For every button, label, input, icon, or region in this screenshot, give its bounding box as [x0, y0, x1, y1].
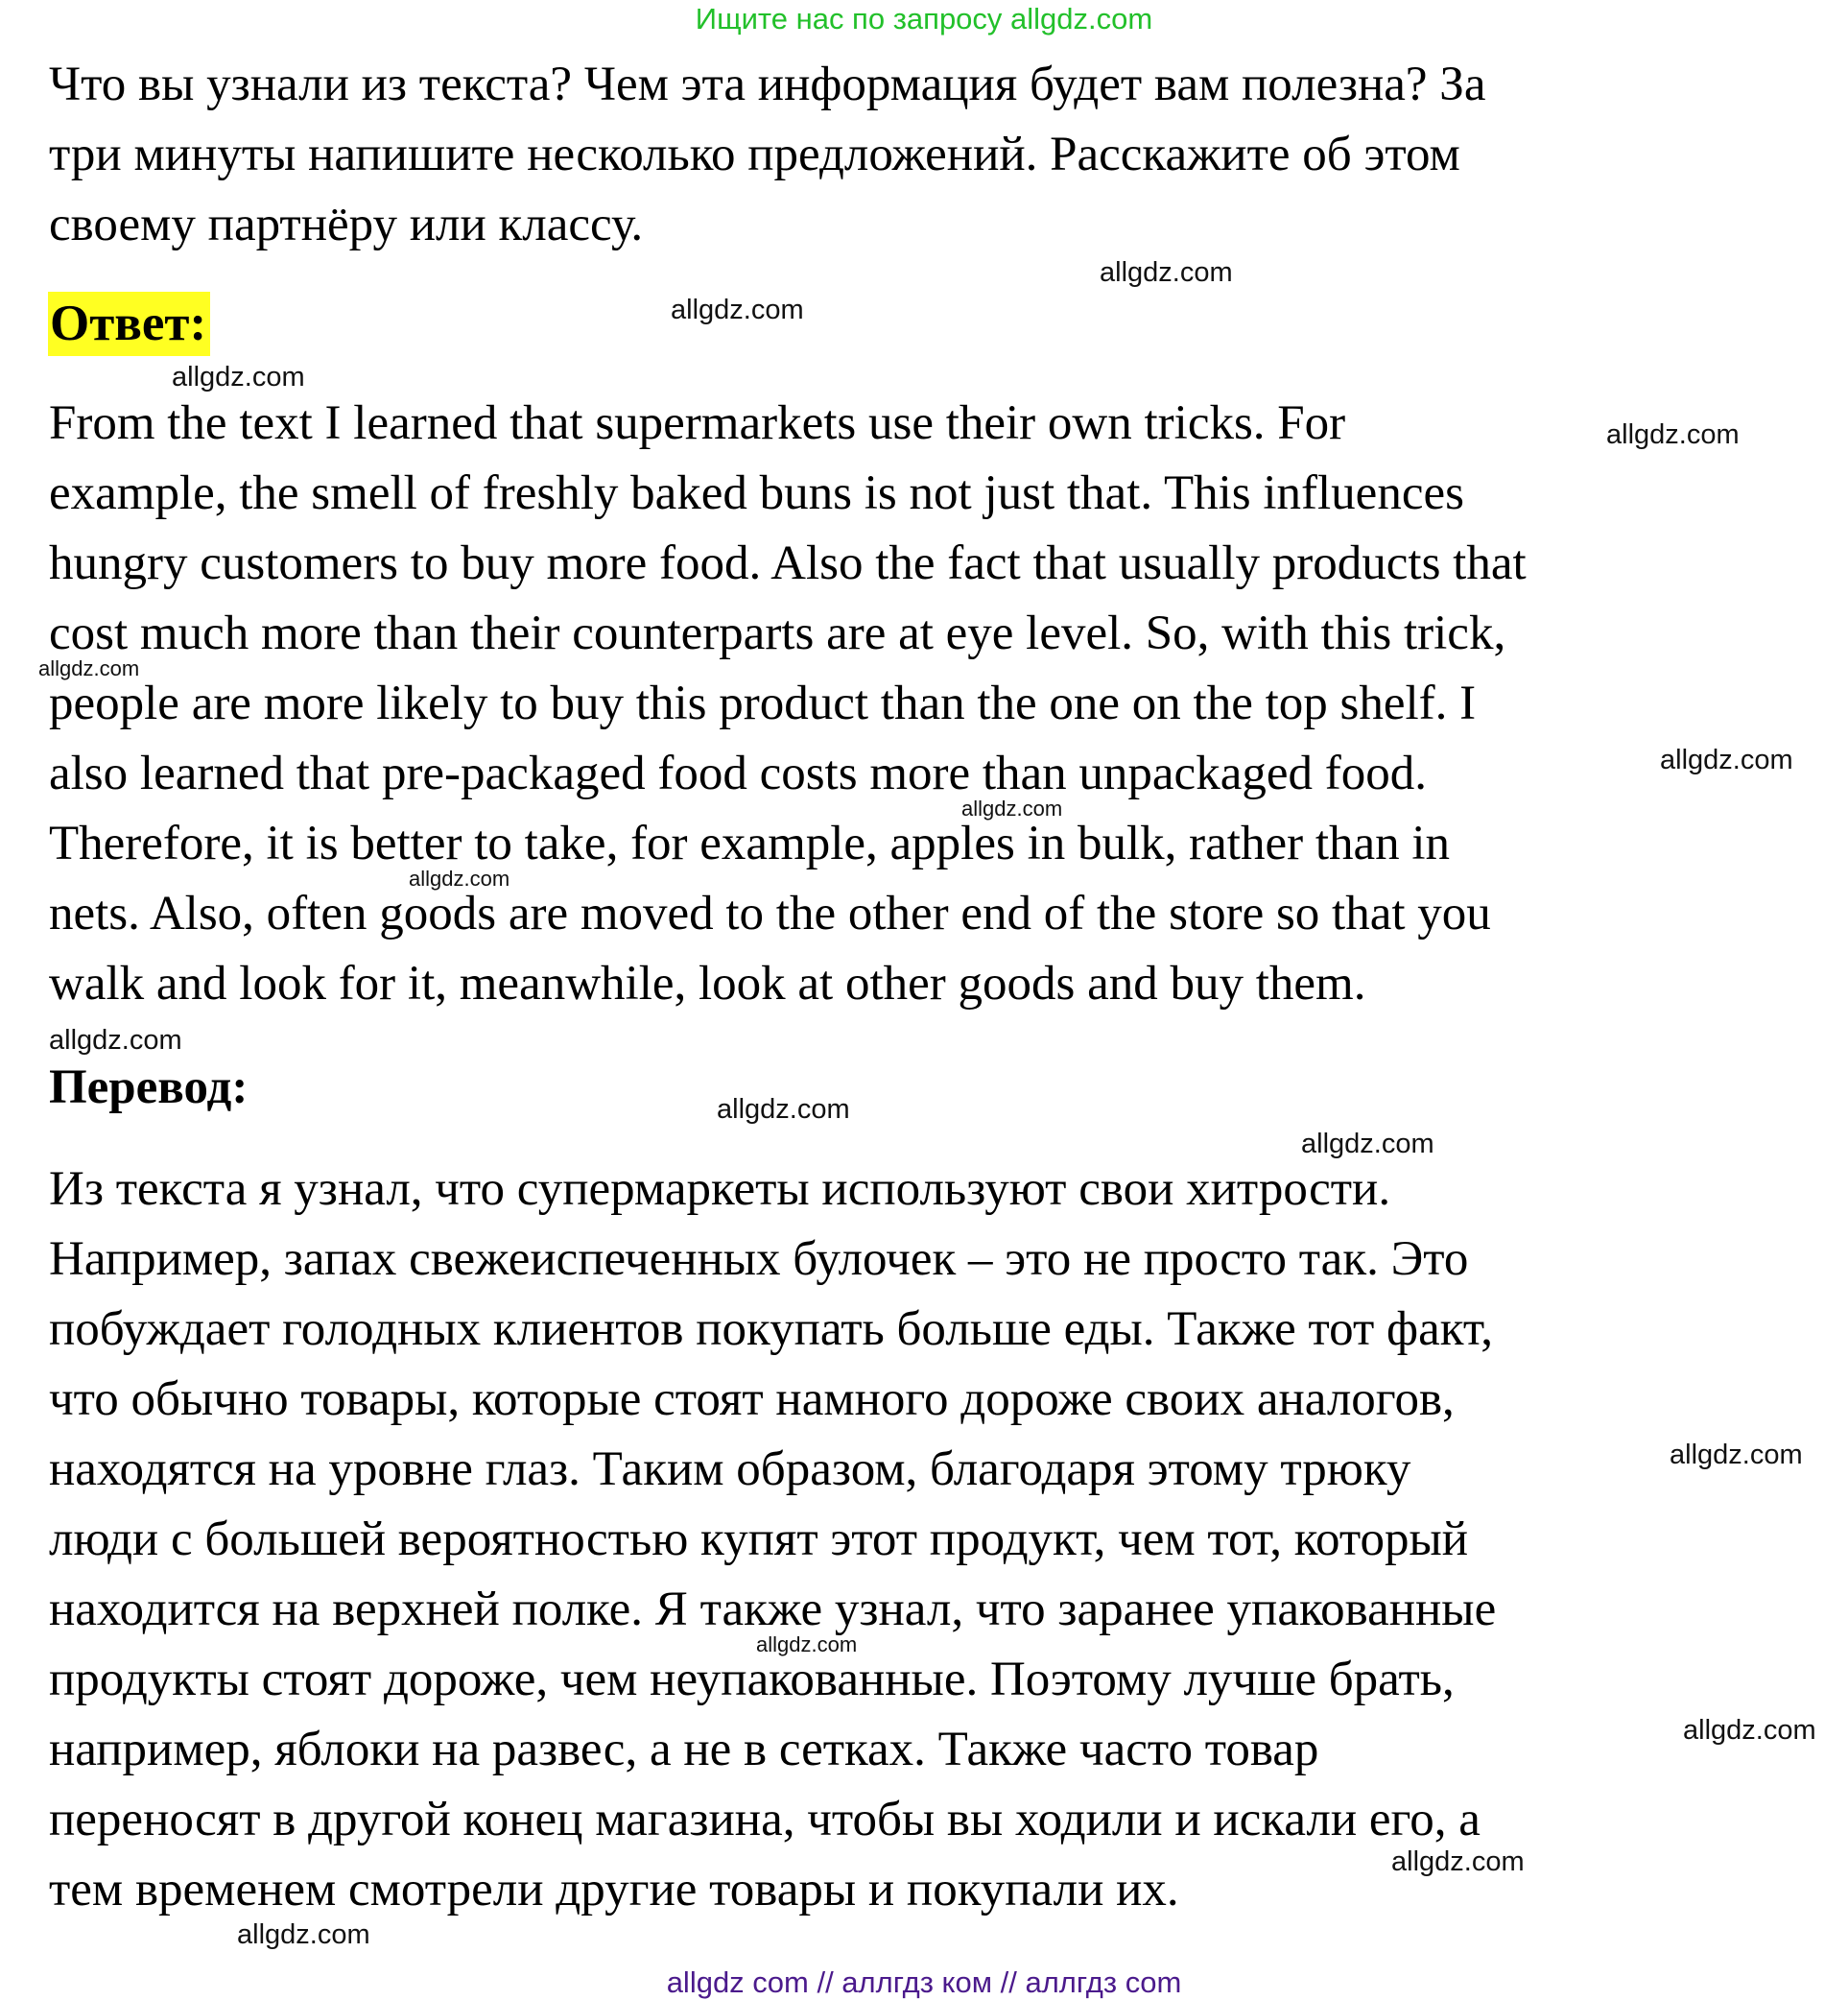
translation-line: например, яблоки на развес, а не в сетках. Также часто товар — [49, 1723, 1319, 1776]
watermark: allgdz.com — [1660, 745, 1793, 775]
translation-label: Перевод: — [49, 1060, 249, 1114]
answer-line: also learned that pre-packaged food costs more than unpackaged food. — [49, 747, 1427, 800]
watermark: allgdz.com — [409, 867, 510, 891]
watermark: allgdz.com — [1670, 1440, 1803, 1470]
answer-line: Therefore, it is better to take, for example, apples in bulk, rather than in — [49, 817, 1451, 870]
answer-line: cost much more than their counterparts are at eye level. So, with this trick, — [49, 607, 1506, 660]
translation-line: тем временем смотрели другие товары и покупали их. — [49, 1863, 1179, 1917]
translation-line: находится на верхней полке. Я также узнал, что заранее упакованные — [49, 1583, 1497, 1636]
watermark: allgdz.com — [49, 1025, 182, 1056]
translation-line: что обычно товары, которые стоят намного дороже своих аналогов, — [49, 1372, 1455, 1426]
translation-line: переносят в другой конец магазина, чтобы вы ходили и искали его, а — [49, 1793, 1481, 1846]
answer-line: walk and look for it, meanwhile, look at other goods and buy them. — [49, 957, 1366, 1011]
header-search-link[interactable]: Ищите нас по запросу allgdz.com — [695, 2, 1153, 36]
watermark: allgdz.com — [38, 656, 140, 680]
translation-line: продукты стоят дороже, чем неупакованные. Поэтому лучше брать, — [49, 1653, 1455, 1706]
watermark: allgdz.com — [756, 1632, 858, 1656]
translation-line: Например, запах свежеиспеченных булочек – это не просто так. Это — [49, 1232, 1469, 1286]
answer-line: From the text I learned that supermarkets use their own tricks. For — [49, 396, 1346, 450]
question-line: три минуты напишите несколько предложений. Расскажите об этом — [49, 128, 1460, 181]
translation-line: побуждает голодных клиентов покупать больше еды. Также тот факт, — [49, 1302, 1494, 1356]
answer-line: nets. Also, often goods are moved to the other end of the store so that you — [49, 887, 1491, 940]
watermark: allgdz.com — [1100, 257, 1233, 288]
question-line: своему партнёру или классу. — [49, 198, 644, 251]
answer-line: people are more likely to buy this product than the one on the top shelf. I — [49, 677, 1477, 730]
translation-line: находятся на уровне глаз. Таким образом, благодаря этому трюку — [49, 1442, 1411, 1496]
watermark: allgdz.com — [172, 362, 305, 393]
question-line: Что вы узнали из текста? Чем эта информация будет вам полезна? За — [49, 58, 1486, 111]
watermark: allgdz.com — [717, 1094, 850, 1125]
footer-links[interactable]: allgdz com // аллгдз ком // аллгдз com — [666, 1965, 1182, 1999]
watermark: allgdz.com — [1683, 1715, 1816, 1746]
answer-line: example, the smell of freshly baked buns is not just that. This influences — [49, 466, 1464, 520]
translation-line: Из текста я узнал, что супермаркеты используют свои хитрости. — [49, 1162, 1391, 1216]
watermark: allgdz.com — [1606, 419, 1740, 450]
watermark: allgdz.com — [961, 797, 1063, 821]
watermark: allgdz.com — [1301, 1129, 1434, 1159]
answer-label: Ответ: — [48, 292, 210, 356]
watermark: allgdz.com — [1391, 1846, 1525, 1877]
watermark: allgdz.com — [237, 1919, 370, 1950]
watermark: allgdz.com — [671, 295, 804, 325]
translation-line: люди с большей вероятностью купят этот продукт, чем тот, который — [49, 1512, 1468, 1566]
answer-line: hungry customers to buy more food. Also the fact that usually products that — [49, 536, 1527, 590]
